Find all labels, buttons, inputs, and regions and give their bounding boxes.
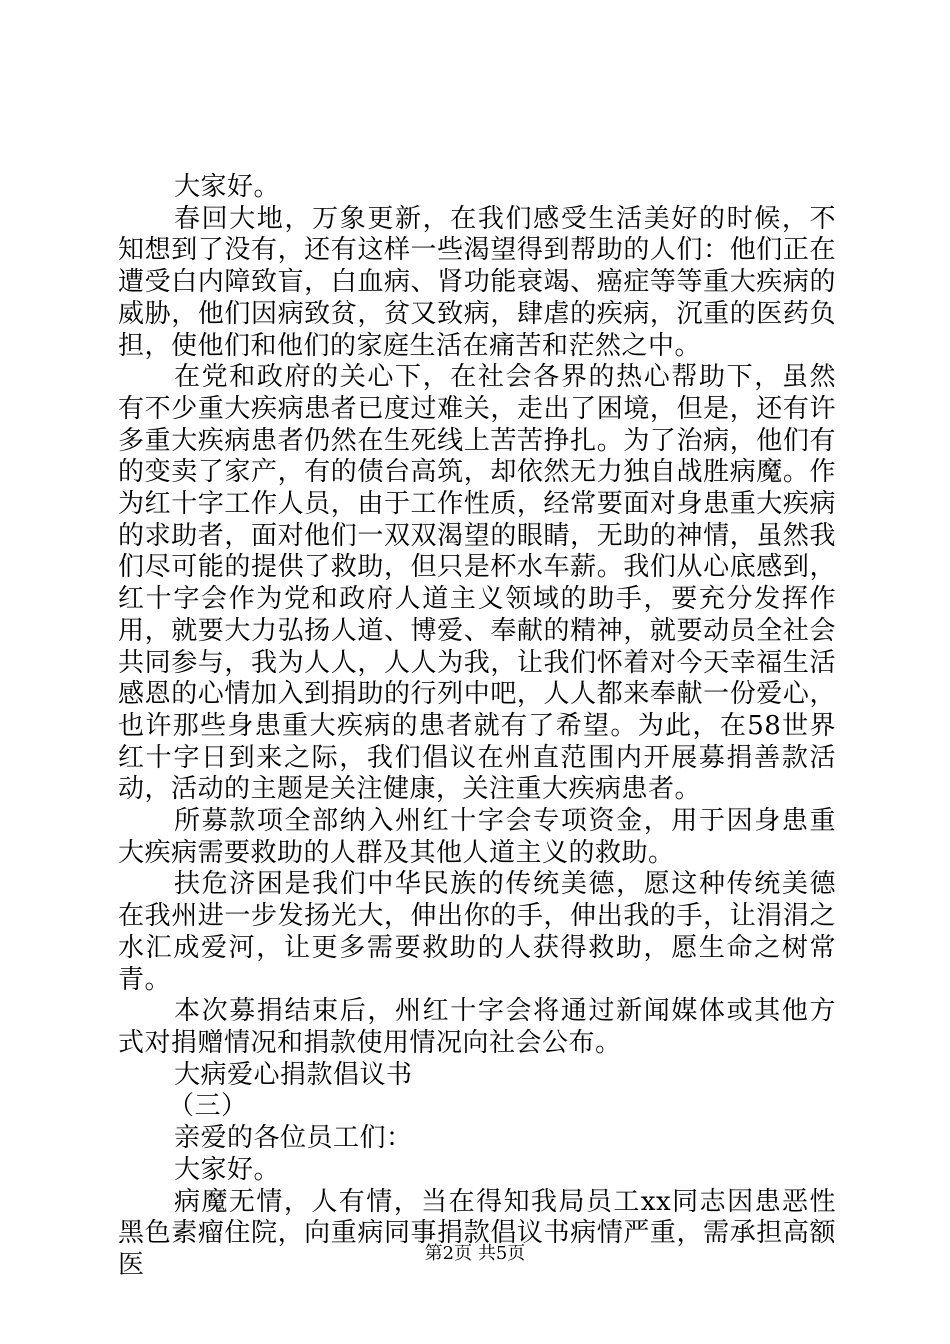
paragraph-greeting: 大家好。: [174, 172, 281, 202]
section-title: 大病爱心捐款倡议书: [174, 1059, 413, 1090]
document-body: [118, 172, 836, 1282]
paragraph-illness: 病魔无情，人有情，当在得知我局员工xx同志因患恶性黑色素瘤住院，向重病同事捐款倡议书病情严重，需承担高额医: [118, 1186, 836, 1280]
section-number: （三）: [168, 1091, 248, 1122]
paragraph-greeting-2: 大家好。: [174, 1154, 281, 1185]
paragraph-spring: 春回大地，万象更新，在我们感受生活美好的时候，不知想到了没有，还有这样一些渴望得到帮助的人们：他们正在遭受白内障致盲，白血病、肾功能衰竭、癌症等等重大疾病的威胁，他们因病致贫，贫又致病，肆虐的疾病，沉重的医药负担，使他们和他们的家庭生活在痛苦和茫然之中。: [118, 203, 836, 361]
paragraph-party-government: 在党和政府的关心下，在社会各界的热心帮助下，虽然有不少重大疾病患者已度过难关，走出了困境，但是，还有许多重大疾病患者仍然在生死线上苦苦挣扎。为了治病，他们有的变卖了家产，有的债台高筑，却依然无力独自战胜病魔。作为红十字工作人员，由于工作性质，经常要面对身患重大疾病的求助者，面对他们一双双渴望的眼睛，无助的神情，虽然我们尽可能的提供了救助，但只是杯水车薪。我们从心底感到，红十字会作为党和政府人道主义领域的助手，要充分发挥作用，就要大力弘扬人道、博爱、奉献的精神，就要动员全社会共同参与，我为人人，人人为我，让我们怀着对今天幸福生活感恩的心情加入到捐助的行列中吧，人人都来奉献一份爱心，也许那些身患重大疾病的患者就有了希望。为此，在58世界红十字日到来之际，我们倡议在州直范围内开展募捐善款活动，活动的主题是关注健康，关注重大疾病患者。: [118, 362, 836, 805]
page-footer: 第2页 共5页: [424, 1243, 526, 1264]
paragraph-tradition: 扶危济困是我们中华民族的传统美德，愿这种传统美德在我州进一步发扬光大，伸出你的手，伸出我的手，让涓涓之水汇成爱河，让更多需要救助的人获得救助，愿生命之树常青。: [118, 869, 836, 995]
paragraph-announcement: 本次募捐结束后，州红十字会将通过新闻媒体或其他方式对捐赠情况和捐款使用情况向社会公布。: [118, 996, 836, 1058]
salutation: 亲爱的各位员工们：: [174, 1123, 413, 1154]
paragraph-funds-use: 所募款项全部纳入州红十字会专项资金，用于因身患重大疾病需要救助的人群及其他人道主义的救助。: [118, 806, 836, 868]
